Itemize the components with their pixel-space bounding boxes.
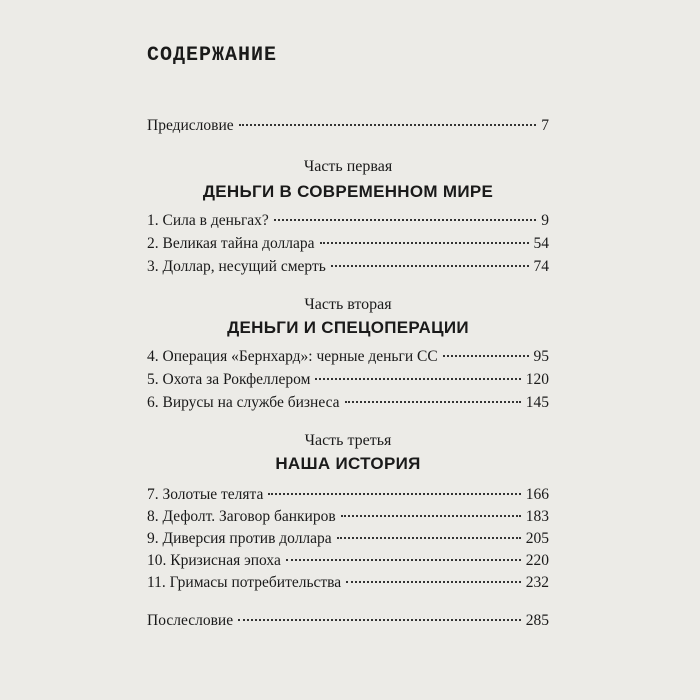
dot-leader xyxy=(346,581,521,583)
entry-page: 285 xyxy=(525,612,549,629)
dot-leader xyxy=(238,619,521,621)
dot-leader xyxy=(345,401,521,403)
toc-entry xyxy=(147,528,549,550)
toc-entry xyxy=(147,550,549,572)
entry-title: 9. Диверсия против доллара xyxy=(147,530,332,547)
entry-title: Послесловие xyxy=(147,612,234,629)
part-title: ДЕНЬГИ В СОВРЕМЕННОМ МИРЕ xyxy=(202,182,494,201)
entry-page: 7 xyxy=(541,117,549,134)
toc-entry xyxy=(147,369,549,391)
part-label: Часть первая xyxy=(303,158,393,175)
page-title: СОДЕРЖАНИЕ xyxy=(147,44,278,67)
entry-page: 120 xyxy=(525,371,549,388)
entry-title: Предисловие xyxy=(147,117,234,134)
entry-title: 8. Дефолт. Заговор банкиров xyxy=(147,508,336,525)
toc-entry xyxy=(147,346,549,368)
entry-title: 4. Операция «Бернхард»: черные деньги СС xyxy=(147,348,438,365)
dot-leader xyxy=(315,378,520,380)
toc-entry-afterword xyxy=(147,610,549,632)
part-label: Часть вторая xyxy=(304,296,392,313)
entry-title: 7. Золотые телята xyxy=(147,486,264,503)
dot-leader xyxy=(268,493,520,495)
entry-page: 74 xyxy=(533,258,549,275)
toc-entry xyxy=(147,210,549,232)
toc-entry xyxy=(147,572,549,594)
entry-page: 183 xyxy=(525,508,549,525)
entry-title: 3. Доллар, несущий смерть xyxy=(147,258,326,275)
part-title: НАША ИСТОРИЯ xyxy=(275,454,421,473)
entry-title: 2. Великая тайна доллара xyxy=(147,235,315,252)
entry-title: 5. Охота за Рокфеллером xyxy=(147,371,311,388)
part-label: Часть третья xyxy=(304,432,392,449)
entry-title: 10. Кризисная эпоха xyxy=(147,552,281,569)
entry-title: 11. Гримасы потребительства xyxy=(147,574,342,591)
entry-page: 54 xyxy=(533,235,549,252)
entry-title: 1. Сила в деньгах? xyxy=(147,212,269,229)
dot-leader xyxy=(443,355,529,357)
entry-page: 95 xyxy=(533,348,549,365)
entry-page: 205 xyxy=(525,530,549,547)
part-title: ДЕНЬГИ И СПЕЦОПЕРАЦИИ xyxy=(227,318,469,337)
entry-page: 145 xyxy=(525,394,549,411)
dot-leader xyxy=(286,559,521,561)
toc-entry xyxy=(147,256,549,278)
dot-leader xyxy=(331,265,529,267)
dot-leader xyxy=(239,124,537,126)
entry-page: 232 xyxy=(525,574,549,591)
dot-leader xyxy=(337,537,521,539)
toc-entry xyxy=(147,484,549,506)
entry-page: 220 xyxy=(525,552,549,569)
toc-entry xyxy=(147,233,549,255)
entry-page: 166 xyxy=(525,486,549,503)
dot-leader xyxy=(341,515,521,517)
entry-title: 6. Вирусы на службе бизнеса xyxy=(147,394,340,411)
dot-leader xyxy=(274,219,536,221)
toc-entry-preface xyxy=(147,115,549,137)
toc-entry xyxy=(147,506,549,528)
entry-page: 9 xyxy=(541,212,549,229)
toc-entry xyxy=(147,392,549,414)
dot-leader xyxy=(320,242,529,244)
